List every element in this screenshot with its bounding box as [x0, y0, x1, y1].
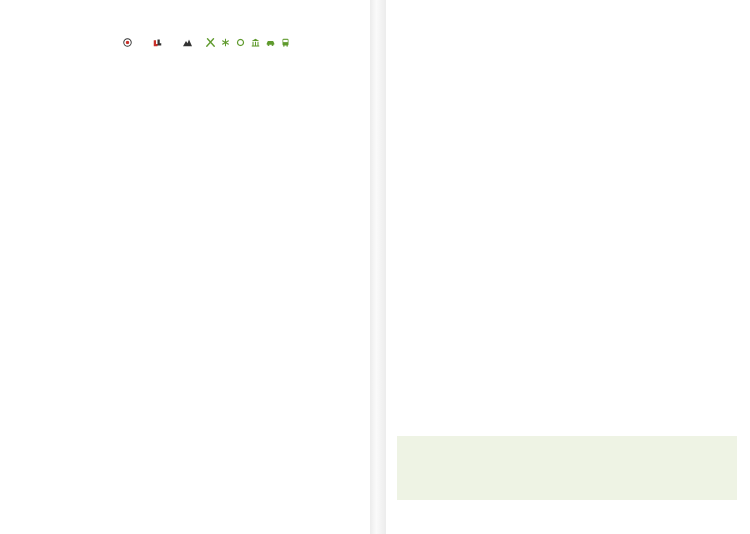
header-name: [33, 36, 111, 52]
right-page: [386, 0, 750, 534]
header-num: [22, 36, 33, 52]
header-monument: [248, 36, 263, 52]
sun-icon: [234, 38, 247, 50]
left-page: [0, 0, 370, 534]
legend-box: [397, 436, 737, 500]
header-car: [263, 36, 278, 52]
car-icon: [264, 38, 277, 50]
snowflake-icon: [219, 38, 232, 50]
monument-icon: [249, 38, 262, 50]
hiking-boots-icon: [144, 38, 171, 50]
header-coordinates: [293, 36, 360, 52]
tour-table-left: [22, 36, 360, 52]
header-bus: [278, 36, 293, 52]
header-hiking-boots: [143, 36, 172, 52]
book-gutter: [370, 0, 386, 534]
table-header: [22, 36, 360, 52]
header-snowflake: [218, 36, 233, 52]
clock-icon: [112, 38, 142, 50]
elevation-icon: [173, 38, 202, 50]
header-elevation: [172, 36, 203, 52]
header-sun: [233, 36, 248, 52]
bus-icon: [279, 38, 292, 50]
header-fork-knife: [203, 36, 218, 52]
fork-knife-icon: [204, 38, 217, 50]
header-row: [22, 36, 360, 52]
header-clock: [111, 36, 143, 52]
